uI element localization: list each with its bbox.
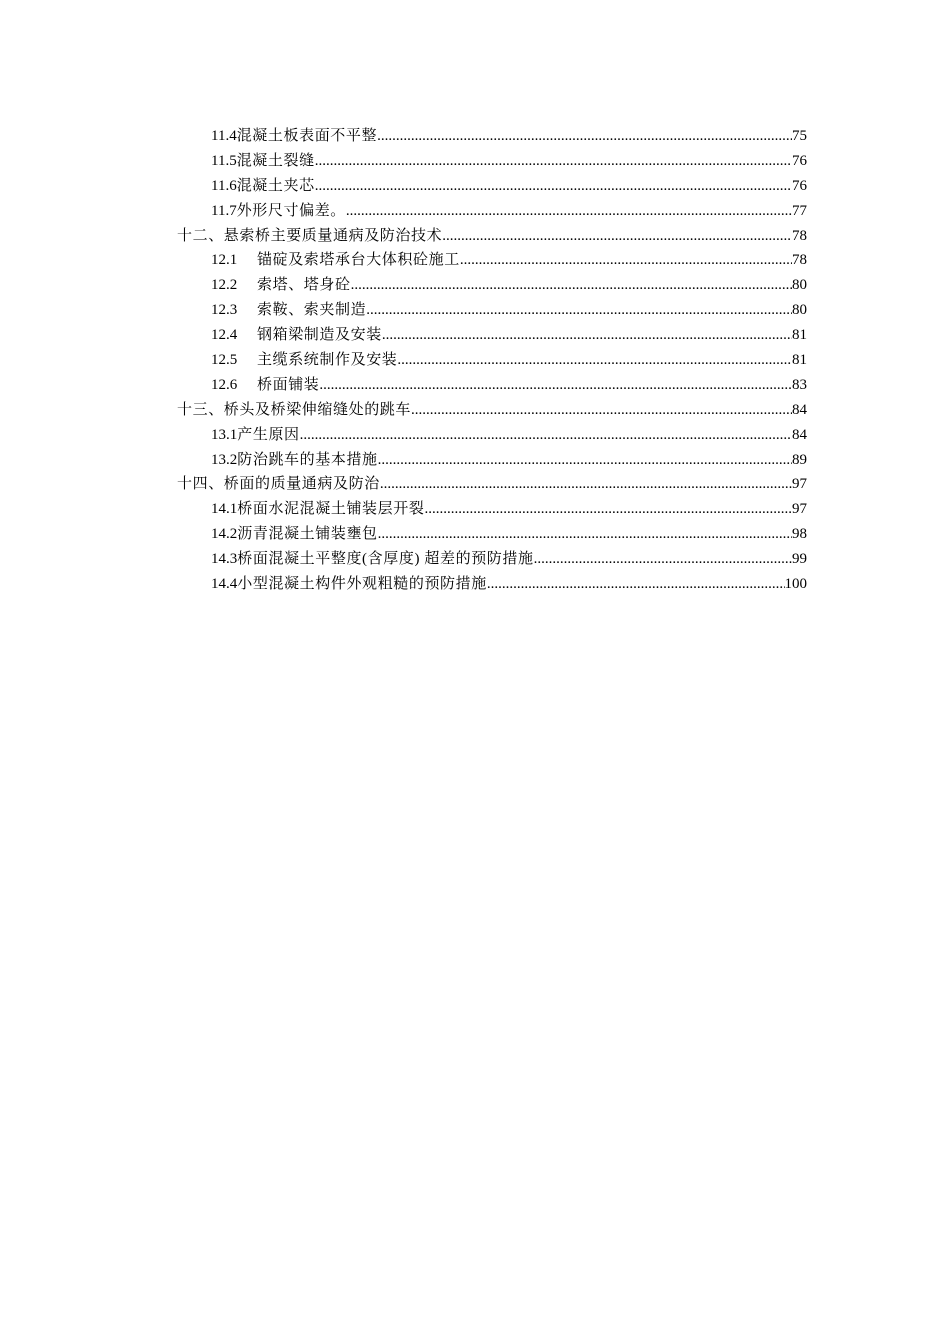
toc-entry[interactable] bbox=[0, 199, 950, 224]
dot-leader bbox=[460, 248, 792, 273]
toc-entry-page-number: 80 bbox=[792, 302, 807, 319]
dot-leader bbox=[397, 348, 792, 373]
dot-leader bbox=[378, 522, 792, 547]
toc-entry-title: 锚碇及索塔承台大体积砼施工 bbox=[257, 252, 460, 269]
dot-leader bbox=[380, 472, 792, 497]
toc-entry[interactable] bbox=[0, 124, 950, 149]
toc-entry-number: 14.3 bbox=[211, 551, 238, 568]
toc-entry[interactable] bbox=[0, 472, 950, 497]
dot-leader bbox=[351, 273, 792, 298]
toc-entry-page-number: 97 bbox=[792, 501, 807, 518]
toc-entry[interactable] bbox=[0, 174, 950, 199]
dot-leader bbox=[366, 298, 792, 323]
toc-entry-page-number: 97 bbox=[792, 476, 807, 493]
toc-entry-page-number: 80 bbox=[792, 277, 807, 294]
toc-entry-number: 13.2 bbox=[211, 451, 238, 468]
toc-entry-page-number: 98 bbox=[792, 526, 807, 543]
toc-entry-title: 索塔、塔身砼 bbox=[257, 277, 351, 294]
toc-entry-number: 12.2 bbox=[211, 277, 238, 294]
toc-entry[interactable] bbox=[0, 572, 950, 597]
dot-leader bbox=[378, 448, 792, 473]
toc-entry[interactable] bbox=[0, 348, 950, 373]
toc-entry-number: 11.5 bbox=[211, 152, 237, 169]
toc-entry-title: 混凝土板表面不平整 bbox=[236, 128, 378, 144]
toc-entry-title: 沥青混凝土铺装壅包 bbox=[237, 526, 378, 543]
dot-leader bbox=[377, 124, 792, 149]
dot-leader bbox=[300, 423, 792, 448]
dot-leader bbox=[346, 199, 792, 224]
toc-entry[interactable] bbox=[0, 522, 950, 547]
toc-entry[interactable] bbox=[0, 423, 950, 448]
toc-entry-title: 十二、悬索桥主要质量通病及防治技术 bbox=[177, 227, 443, 244]
toc-entry-number: 12.5 bbox=[211, 352, 238, 369]
toc-entry-number: 14.1 bbox=[211, 501, 238, 518]
toc-entry-title: 索鞍、索夹制造 bbox=[257, 302, 367, 319]
toc-entry-title: 防治跳车的基本措施 bbox=[237, 451, 378, 468]
dot-leader bbox=[315, 149, 792, 174]
toc-entry[interactable] bbox=[0, 323, 950, 348]
toc-entry-page-number: 81 bbox=[792, 327, 807, 344]
toc-entry-number: 14.2 bbox=[211, 526, 238, 543]
dot-leader bbox=[442, 224, 792, 249]
toc-entry-page-number: 99 bbox=[792, 551, 807, 568]
toc-entry-page-number: 81 bbox=[792, 352, 807, 369]
toc-entry-page-number: 84 bbox=[792, 401, 807, 418]
toc-entry-page-number: 89 bbox=[792, 451, 807, 468]
toc-entry-title: 桥面水泥混凝土铺装层开裂 bbox=[237, 501, 425, 518]
toc-entry[interactable] bbox=[0, 373, 950, 398]
toc-entry[interactable] bbox=[0, 547, 950, 572]
toc-entry[interactable] bbox=[0, 273, 950, 298]
toc-entry[interactable] bbox=[0, 448, 950, 473]
dot-leader bbox=[319, 373, 792, 398]
toc-entry-page-number: 77 bbox=[792, 202, 807, 219]
dot-leader bbox=[534, 547, 792, 572]
toc-entry-title: 十四、桥面的质量通病及防治 bbox=[177, 476, 380, 493]
dot-leader bbox=[487, 572, 785, 597]
toc-entry[interactable] bbox=[0, 149, 950, 174]
toc-entry-page-number: 83 bbox=[792, 376, 807, 393]
dot-leader bbox=[411, 398, 792, 423]
toc-entry-page-number: 84 bbox=[792, 426, 807, 443]
toc-entry-page-number: 76 bbox=[792, 177, 807, 194]
toc-entry-page-number: 100 bbox=[784, 576, 807, 593]
toc-entry-title: 钢箱梁制造及安装 bbox=[257, 327, 382, 344]
toc-entry-number: 11.7 bbox=[211, 202, 237, 219]
toc-entry-title: 混凝土裂缝 bbox=[236, 152, 315, 169]
toc-entry-number: 12.3 bbox=[211, 302, 238, 319]
toc-entry-title: 产生原因 bbox=[237, 426, 300, 443]
dot-leader bbox=[315, 174, 792, 199]
toc-entry-title: 混凝土夹芯 bbox=[236, 177, 315, 194]
toc-entry[interactable] bbox=[0, 248, 950, 273]
dot-leader bbox=[424, 497, 792, 522]
toc-entry[interactable] bbox=[0, 298, 950, 323]
toc-entry[interactable] bbox=[0, 497, 950, 522]
dot-leader bbox=[382, 323, 792, 348]
toc-entry-title: 主缆系统制作及安装 bbox=[257, 352, 398, 369]
toc-entry-title: 十三、桥头及桥梁伸缩缝处的跳车 bbox=[177, 401, 412, 418]
toc-entry[interactable] bbox=[0, 224, 950, 249]
toc-entry-number: 13.1 bbox=[211, 426, 238, 443]
toc-entry-page-number: 78 bbox=[792, 227, 807, 244]
toc-entry-page-number: 75 bbox=[792, 128, 807, 144]
toc-entry[interactable] bbox=[0, 398, 950, 423]
toc-entry-number: 11.6 bbox=[211, 177, 237, 194]
toc-entry-page-number: 76 bbox=[792, 152, 807, 169]
table-of-contents bbox=[0, 124, 950, 597]
toc-entry-number: 14.4 bbox=[211, 576, 238, 593]
toc-entry-number: 11.4 bbox=[211, 128, 237, 144]
toc-entry-title: 桥面混凝土平整度(含厚度) 超差的预防措施 bbox=[237, 551, 534, 568]
toc-entry-title: 小型混凝土构件外观粗糙的预防措施 bbox=[237, 576, 487, 593]
toc-entry-title: 桥面铺装 bbox=[257, 376, 320, 393]
toc-entry-number: 12.4 bbox=[211, 327, 238, 344]
toc-entry-page-number: 78 bbox=[792, 252, 807, 269]
toc-entry-number: 12.1 bbox=[211, 252, 238, 269]
toc-entry-number: 12.6 bbox=[211, 376, 238, 393]
toc-entry-title: 外形尺寸偏差。 bbox=[236, 202, 346, 219]
